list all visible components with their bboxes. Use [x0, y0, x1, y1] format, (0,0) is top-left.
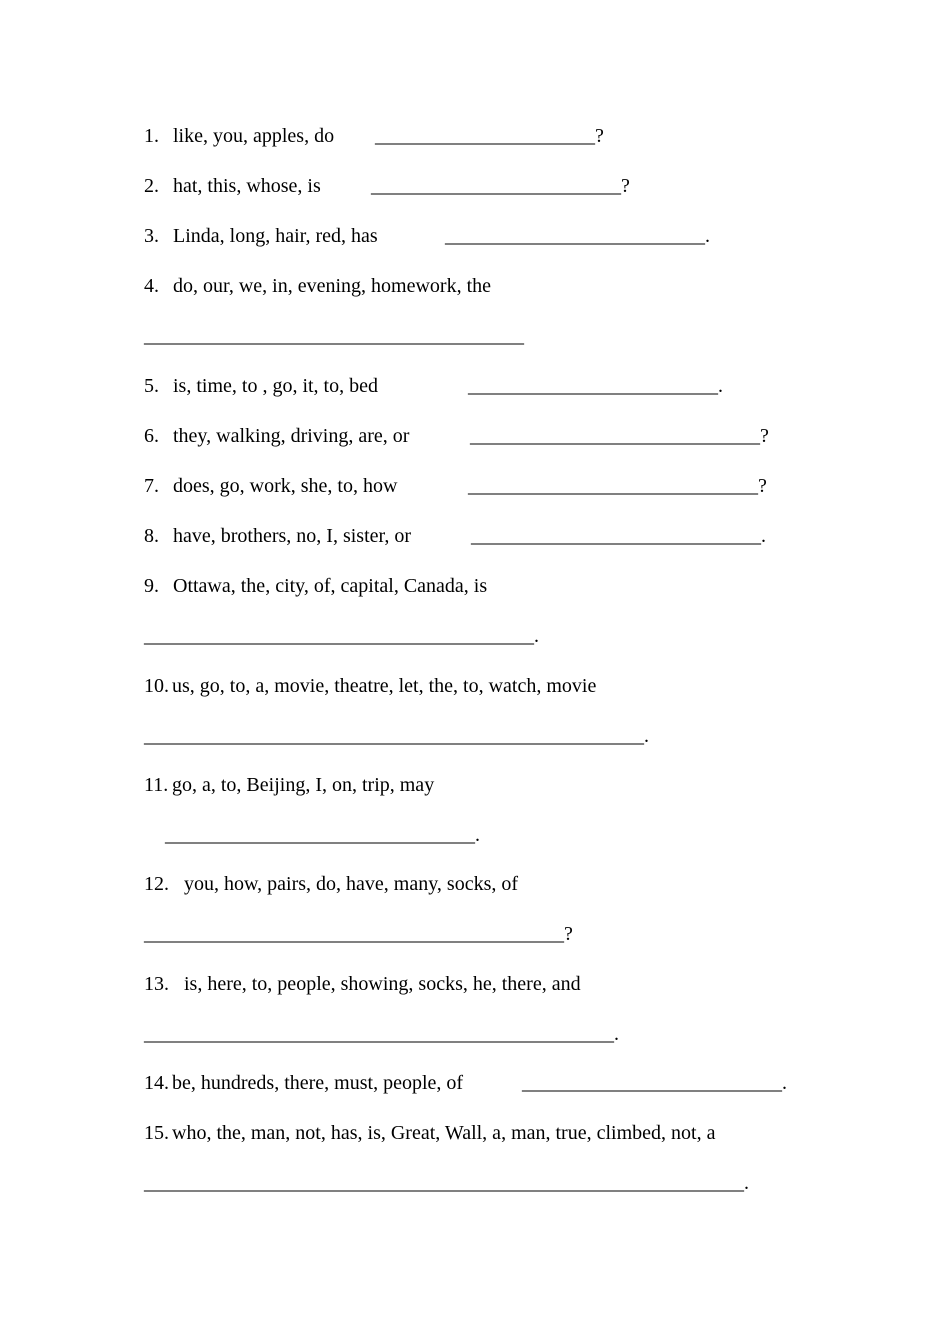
item-10-number: 10.	[144, 675, 169, 697]
item-2-answer-line[interactable]: _________________________?	[371, 175, 630, 197]
item-13-answer-line[interactable]: _______________________________________________.	[144, 1023, 619, 1045]
item-6-words: they, walking, driving, are, or	[173, 425, 410, 447]
item-7-number: 7.	[144, 475, 159, 497]
item-11-answer-line[interactable]: _______________________________.	[165, 824, 480, 846]
item-9-words: Ottawa, the, city, of, capital, Canada, is	[173, 575, 488, 597]
item-2-number: 2.	[144, 175, 159, 197]
item-2-words: hat, this, whose, is	[173, 175, 321, 197]
item-12-number: 12.	[144, 873, 169, 895]
item-8-words: have, brothers, no, I, sister, or	[173, 525, 412, 547]
item-5-words: is, time, to , go, it, to, bed	[173, 375, 378, 397]
item-6-number: 6.	[144, 425, 159, 447]
item-15-answer-line[interactable]: ____________________________________________________________.	[144, 1172, 749, 1194]
item-5-answer-line[interactable]: _________________________.	[468, 375, 723, 397]
item-11-number: 11.	[144, 774, 169, 796]
item-7-words: does, go, work, she, to, how	[173, 475, 398, 497]
item-4-words: do, our, we, in, evening, homework, the	[173, 275, 492, 297]
item-4-answer-line[interactable]: ______________________________________	[144, 325, 524, 347]
item-11-words: go, a, to, Beijing, I, on, trip, may	[172, 774, 435, 796]
item-8-answer-line[interactable]: _____________________________.	[471, 525, 766, 547]
item-15-words: who, the, man, not, has, is, Great, Wall, a, man, true, climbed, not, a	[172, 1122, 716, 1144]
item-1-words: like, you, apples, do	[173, 125, 335, 147]
item-9-answer-line[interactable]: _______________________________________.	[144, 625, 539, 647]
item-14-answer-line[interactable]: __________________________.	[522, 1072, 787, 1094]
item-3-answer-line[interactable]: __________________________.	[445, 225, 710, 247]
item-10-words: us, go, to, a, movie, theatre, let, the, to, watch, movie	[172, 675, 597, 697]
item-9-number: 9.	[144, 575, 159, 597]
item-1-number: 1.	[144, 125, 159, 147]
item-4-number: 4.	[144, 275, 159, 297]
item-12-answer-line[interactable]: __________________________________________?	[144, 923, 573, 945]
item-8-number: 8.	[144, 525, 159, 547]
item-7-answer-line[interactable]: _____________________________?	[468, 475, 767, 497]
item-15-number: 15.	[144, 1122, 169, 1144]
item-3-words: Linda, long, hair, red, has	[173, 225, 378, 247]
item-10-answer-line[interactable]: __________________________________________________.	[144, 725, 649, 747]
item-1-answer-line[interactable]: ______________________?	[375, 125, 604, 147]
item-5-number: 5.	[144, 375, 159, 397]
item-3-number: 3.	[144, 225, 159, 247]
item-13-number: 13.	[144, 973, 169, 995]
item-6-answer-line[interactable]: _____________________________?	[470, 425, 769, 447]
item-14-number: 14.	[144, 1072, 169, 1094]
item-12-words: you, how, pairs, do, have, many, socks, of	[184, 873, 519, 895]
item-14-words: be, hundreds, there, must, people, of	[172, 1072, 464, 1094]
item-13-words: is, here, to, people, showing, socks, he, there, and	[184, 973, 581, 995]
